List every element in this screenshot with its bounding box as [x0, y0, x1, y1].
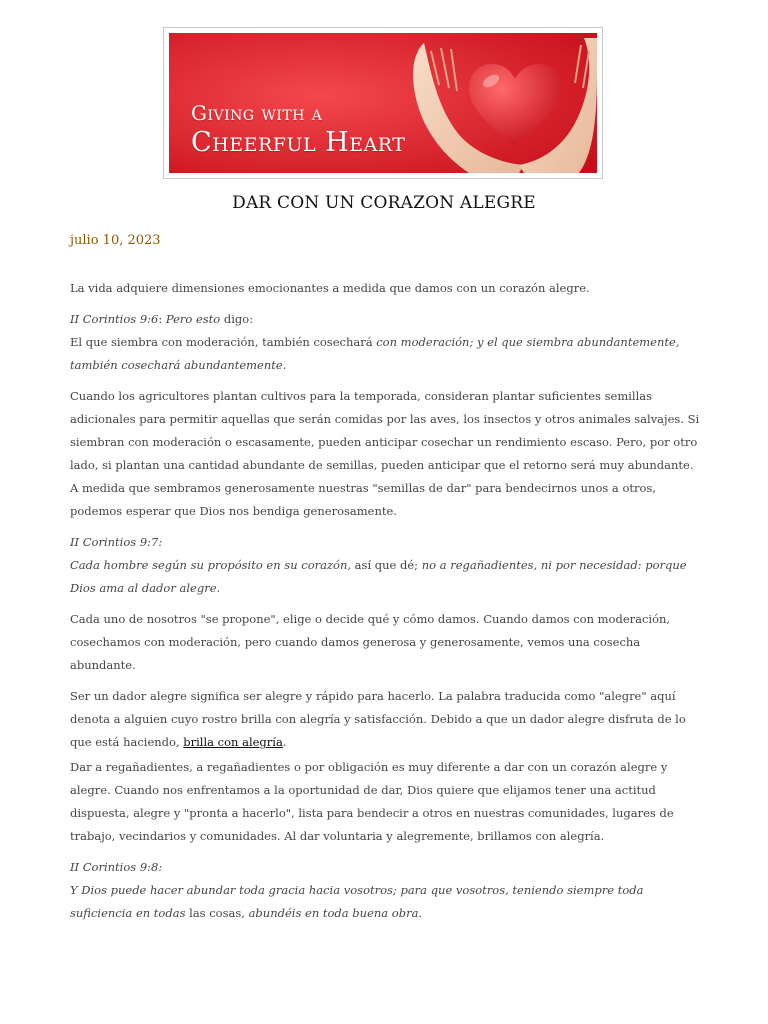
scripture-ref: II Corintios 9:6	[70, 312, 159, 326]
scripture-phrase: Pero esto	[165, 312, 221, 326]
scripture-text-b: las cosas,	[185, 906, 249, 920]
scripture-ref-9-8	[70, 856, 702, 925]
banner-caption	[191, 103, 405, 156]
scripture-ref-9-7	[70, 531, 702, 600]
paragraph-reluctant-giving: Dar a regañadientes, a regañadientes o por obligación es muy diferente a dar con un corazón alegre y alegre. Cuando nos enfrentamos a la oportunidad de dar, Dios quiere que elijamos tener una actitud dispuesta, alegre y "pronta a hacerlo", lista para bendecir a otros en nuestras comunidades, lugares de trabajo, vecindarios y comunidades. Al dar voluntaria y alegremente, brillamos con alegría.	[70, 760, 674, 843]
scripture-text-a: Y Dios puede hacer abundar toda gracia hacia vosotros; para que vosotros, teniendo siempre toda suficiencia en todas	[70, 883, 644, 920]
scripture-text-b: con moderación; y el que siembra abundantemente, también cosechará abundantemente.	[70, 335, 680, 372]
banner-line-1: Giving with a	[191, 101, 323, 125]
page-title: DAR CON UN CORAZON ALEGRE	[232, 193, 536, 213]
scripture-ref: II Corintios 9:7:	[70, 535, 163, 549]
scripture-text-c: abundéis en toda buena obra.	[248, 906, 423, 920]
paragraph-text: Ser un dador alegre significa ser alegre y rápido para hacerlo. La palabra traducida como "alegre" aquí denota a alguien cuyo rostro brilla con alegría y satisfacción. Debido a que un dador alegre disfruta de lo que está haciendo,	[70, 689, 686, 749]
scripture-word: digo:	[220, 312, 254, 326]
banner-line-2: Cheerful Heart	[191, 127, 406, 158]
scripture-ref-9-6	[70, 308, 702, 377]
post-date: julio 10, 2023	[70, 233, 161, 248]
paragraph-intro: La vida adquiere dimensiones emocionantes a medida que damos con un corazón alegre.	[70, 281, 590, 295]
brilla-con-alegria-link[interactable]: brilla con alegría	[183, 735, 283, 749]
paragraph-propose: Cada uno de nosotros "se propone", elige o decide qué y cómo damos. Cuando damos con moderación, cosechamos con moderación, pero cuando damos generosa y generosamente, vemos una cosecha abundante.	[70, 612, 671, 672]
banner-frame	[163, 27, 603, 179]
scripture-text-c: no a regañadientes, ni por necesidad: porque Dios ama al dador alegre.	[70, 558, 687, 595]
scripture-text-b: así que dé;	[351, 558, 422, 572]
paragraph-cheerful-giver	[70, 685, 702, 754]
ref-colon: :	[158, 312, 166, 326]
banner-image	[169, 33, 597, 173]
scripture-text-a: Cada hombre según su propósito en su corazón,	[70, 558, 352, 572]
scripture-text-a: El que siembra con moderación, también cosechará	[70, 335, 377, 349]
article-body	[70, 277, 702, 925]
paragraph-end: .	[282, 735, 287, 749]
paragraph-farmers: Cuando los agricultores plantan cultivos para la temporada, consideran plantar suficientes semillas adicionales para permitir aquellas que serán comidas por las aves, los insectos y otros animales salvajes. Si siembran con moderación o escasamente, pueden anticipar cosechar un rendimiento escaso. Pero, por otro lado, si plantan una cantidad abundante de semillas, pueden anticipar que el retorno será muy abundante. A medida que sembramos generosamente nuestras "semillas de dar" para bendecirnos unos a otros, podemos esperar que Dios nos bendiga generosamente.	[70, 389, 700, 518]
scripture-ref: II Corintios 9:8:	[70, 860, 163, 874]
